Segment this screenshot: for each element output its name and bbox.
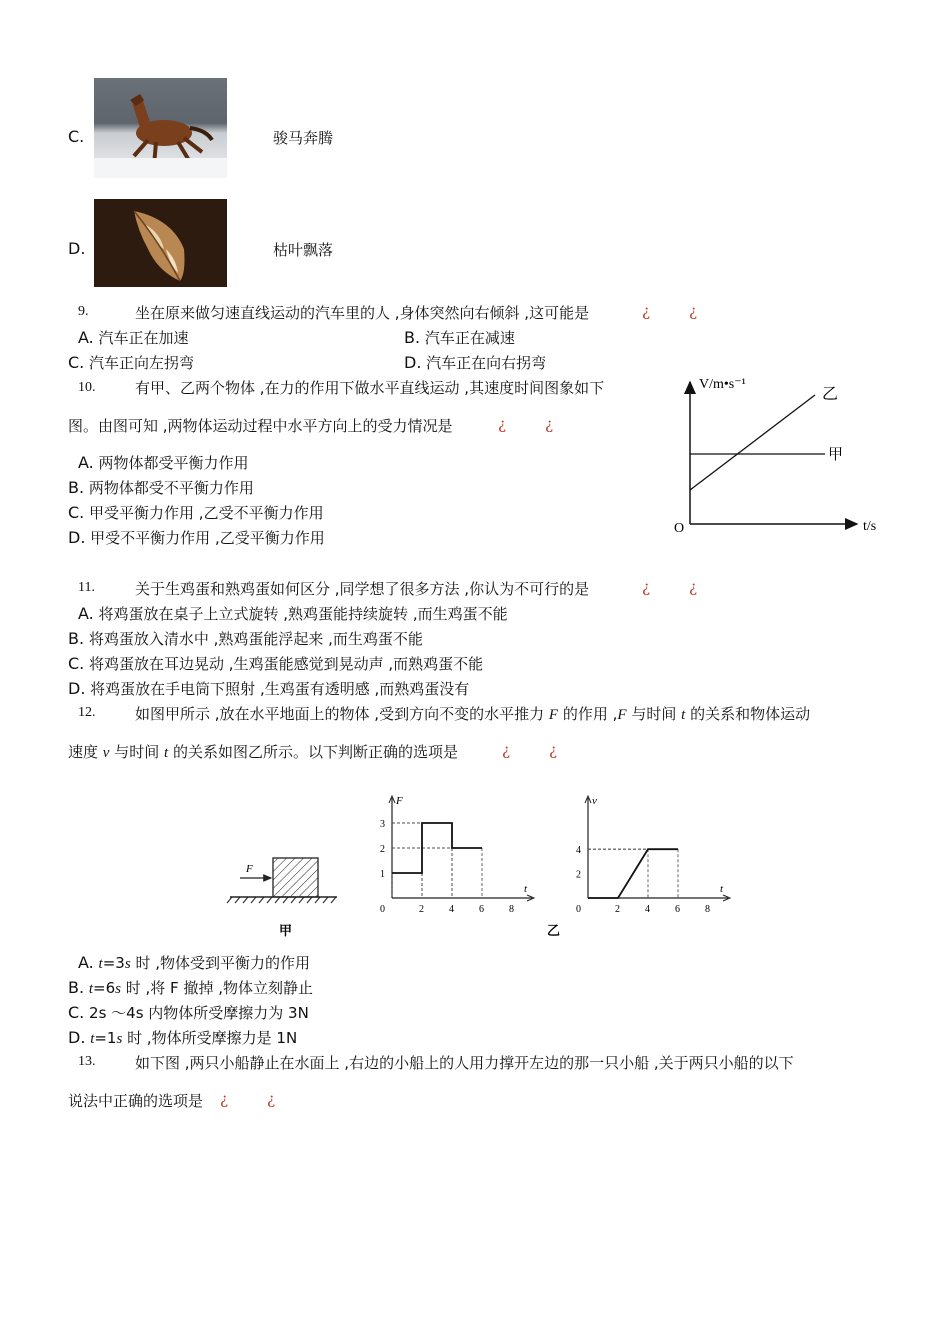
q8-option-c-letter: C. xyxy=(68,127,85,146)
q12-option-a: A. t=3s 时 ,物体受到平衡力的作用 xyxy=(78,953,310,972)
q12-stem-line1: 如图甲所示 ,放在水平地面上的物体 ,受到方向不变的水平推力 F 的作用 ,F 与时间 t 的关系和物体运动 xyxy=(135,705,811,723)
q10-option-d: D. 甲受不平衡力作用 ,乙受平衡力作用 xyxy=(68,528,325,547)
q11-stem: 关于生鸡蛋和熟鸡蛋如何区分 ,同学想了很多方法 ,你认为不可行的是 xyxy=(135,580,590,598)
q10-option-b: B. 两物体都受不平衡力作用 xyxy=(68,478,254,497)
q10-option-a: A. 两物体都受平衡力作用 xyxy=(78,453,249,472)
ft-x-tick-label: 6 xyxy=(479,904,484,915)
vt-x-tick-label: 8 xyxy=(705,904,710,915)
ft-x-tick-label: 4 xyxy=(449,904,454,915)
q12-force-time-graph xyxy=(380,795,534,915)
ft-y-tick-label: 1 xyxy=(380,869,385,880)
q13-answer-mark-open: ¿ xyxy=(220,1090,229,1108)
q13-stem-line1: 如下图 ,两只小船静止在水面上 ,右边的小船上的人用力撑开左边的那一只小船 ,关于两只小船的以下 xyxy=(135,1054,794,1072)
q10-answer-mark-close: ¿ xyxy=(545,415,554,433)
ft-x-tick-label: 2 xyxy=(419,904,424,915)
q12-option-c: C. 2s ～4s 内物体所受摩擦力为 3N xyxy=(68,1003,309,1022)
falling-leaf-image xyxy=(94,199,227,287)
q10-option-c: C. 甲受平衡力作用 ,乙受不平衡力作用 xyxy=(68,503,324,522)
ft-y-tick-label: 2 xyxy=(380,844,385,855)
q12-figures xyxy=(222,795,742,945)
ft-x-tick-label: 8 xyxy=(509,904,514,915)
q12-figure-jia xyxy=(227,858,337,938)
q13-answer-mark-close: ¿ xyxy=(267,1090,276,1108)
figure-yi-label: 乙 xyxy=(547,923,561,938)
ft-x-tick-label: 0 xyxy=(380,904,385,915)
vt-x-tick-label: 2 xyxy=(615,904,620,915)
q10-y-axis-label: V/m•s⁻¹ xyxy=(699,377,746,392)
ft-y-tick-label: 3 xyxy=(380,819,385,830)
q10-number: 10. xyxy=(78,380,96,395)
q10-answer-mark-open: ¿ xyxy=(498,415,507,433)
q9-option-a: A. 汽车正在加速 xyxy=(78,328,189,347)
q9-stem: 坐在原来做匀速直线运动的汽车里的人 ,身体突然向右倾斜 ,这可能是 xyxy=(135,304,590,322)
q10-line-yi-label: 乙 xyxy=(822,386,839,403)
vt-x-tick-label: 6 xyxy=(675,904,680,915)
q11-option-c: C. 将鸡蛋放在耳边晃动 ,生鸡蛋能感觉到晃动声 ,而熟鸡蛋不能 xyxy=(68,654,484,673)
q12-option-b: B. t=6s 时 ,将 F 撤掉 ,物体立刻静止 xyxy=(68,978,313,997)
figure-jia-label: 甲 xyxy=(279,923,293,938)
vt-x-axis-label: t xyxy=(720,883,724,895)
q12-velocity-time-graph xyxy=(576,795,730,915)
q10-line-yi xyxy=(690,395,815,490)
q9-option-c: C. 汽车正向左拐弯 xyxy=(68,353,195,372)
q10-stem-line2: 图。由图可知 ,两物体运动过程中水平方向上的受力情况是 xyxy=(68,417,453,435)
ft-y-axis-label: F xyxy=(396,795,403,807)
q11-option-a: A. 将鸡蛋放在桌子上立式旋转 ,熟鸡蛋能持续旋转 ,而生鸡蛋不能 xyxy=(78,604,508,623)
q8-option-d-text: 枯叶飘落 xyxy=(273,241,334,259)
q10-stem-line1: 有甲、乙两个物体 ,在力的作用下做水平直线运动 ,其速度时间图象如下 xyxy=(135,379,605,397)
q11-answer-mark-open: ¿ xyxy=(642,578,651,596)
q11-answer-mark-close: ¿ xyxy=(689,578,698,596)
q13-number: 13. xyxy=(78,1054,96,1069)
vt-y-tick-label: 4 xyxy=(576,845,581,857)
ground-hatching xyxy=(227,897,336,903)
q12-answer-mark-open: ¿ xyxy=(502,741,511,759)
q10-velocity-time-graph xyxy=(665,370,895,540)
q9-option-b: B. 汽车正在减速 xyxy=(404,328,515,347)
q11-option-d: D. 将鸡蛋放在手电筒下照射 ,生鸡蛋有透明感 ,而熟鸡蛋没有 xyxy=(68,679,470,698)
q13-stem-line2: 说法中正确的选项是 xyxy=(68,1092,204,1110)
vt-y-tick-label: 2 xyxy=(576,869,581,881)
q9-answer-mark-open: ¿ xyxy=(642,302,651,320)
vt-x-tick-label: 0 xyxy=(576,904,581,915)
q10-x-axis-label: t/s xyxy=(863,519,877,534)
q9-option-d: D. 汽车正在向右拐弯 xyxy=(404,353,547,372)
push-force-label: F xyxy=(246,863,253,875)
ft-x-axis-label: t xyxy=(524,883,528,895)
block xyxy=(273,858,318,897)
q12-number: 12. xyxy=(78,705,96,720)
q10-line-jia-label: 甲 xyxy=(828,447,844,463)
q10-origin-label: O xyxy=(674,521,685,536)
q9-number: 9. xyxy=(78,304,89,319)
q12-option-d: D. t=1s 时 ,物体所受摩擦力是 1N xyxy=(68,1028,298,1047)
q12-stem-line2: 速度 v 与时间 t 的关系如图乙所示。以下判断正确的选项是 xyxy=(68,743,459,761)
horse-image xyxy=(94,78,227,178)
q8-option-d-letter: D. xyxy=(68,239,86,258)
vt-data-line xyxy=(588,849,678,898)
q8-option-c-text: 骏马奔腾 xyxy=(273,129,334,147)
vt-x-tick-label: 4 xyxy=(645,904,650,915)
q11-option-b: B. 将鸡蛋放入清水中 ,熟鸡蛋能浮起来 ,而生鸡蛋不能 xyxy=(68,629,423,648)
q11-number: 11. xyxy=(78,580,95,595)
vt-y-axis-label: v xyxy=(592,795,597,807)
q12-answer-mark-close: ¿ xyxy=(549,741,558,759)
q9-answer-mark-close: ¿ xyxy=(689,302,698,320)
